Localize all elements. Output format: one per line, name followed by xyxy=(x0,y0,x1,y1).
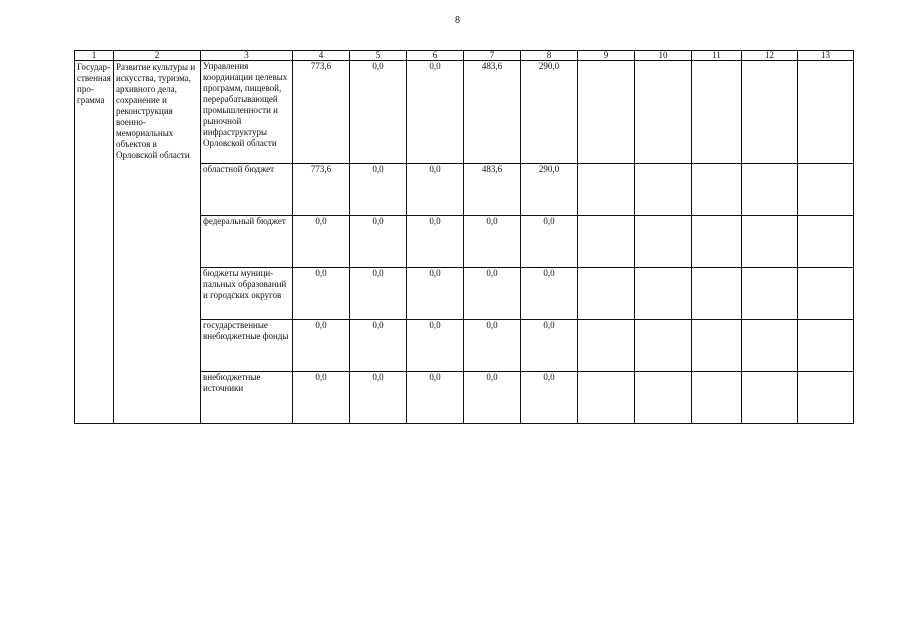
empty-cell xyxy=(578,268,635,320)
funding-source: федеральный бюджет xyxy=(201,216,293,268)
empty-cell xyxy=(798,216,854,268)
value-col4: 0,0 xyxy=(293,268,350,320)
value-col6: 0,0 xyxy=(407,61,464,164)
funding-source: бюджеты муници-пальных образований и городских округов xyxy=(201,268,293,320)
empty-cell xyxy=(578,372,635,424)
empty-cell xyxy=(798,320,854,372)
value-col6: 0,0 xyxy=(407,216,464,268)
empty-cell xyxy=(635,216,692,268)
empty-cell xyxy=(798,61,854,164)
empty-cell xyxy=(742,61,798,164)
empty-cell xyxy=(692,320,742,372)
value-col6: 0,0 xyxy=(407,164,464,216)
value-col4: 773,6 xyxy=(293,164,350,216)
empty-cell xyxy=(742,216,798,268)
value-col5: 0,0 xyxy=(350,164,407,216)
value-col7: 0,0 xyxy=(464,216,521,268)
value-col6: 0,0 xyxy=(407,320,464,372)
value-col5: 0,0 xyxy=(350,61,407,164)
col-header: 8 xyxy=(521,51,578,61)
col-header: 1 xyxy=(75,51,114,61)
value-col8: 0,0 xyxy=(521,216,578,268)
empty-cell xyxy=(798,268,854,320)
col-header: 13 xyxy=(798,51,854,61)
value-col7: 0,0 xyxy=(464,372,521,424)
empty-cell xyxy=(692,61,742,164)
empty-cell xyxy=(692,164,742,216)
value-col4: 0,0 xyxy=(293,216,350,268)
value-col5: 0,0 xyxy=(350,268,407,320)
status-cell: Государ-ственная про-грамма xyxy=(75,61,114,424)
value-col8: 290,0 xyxy=(521,164,578,216)
col-header: 4 xyxy=(293,51,350,61)
value-col8: 0,0 xyxy=(521,320,578,372)
value-col4: 0,0 xyxy=(293,372,350,424)
col-header: 11 xyxy=(692,51,742,61)
empty-cell xyxy=(635,320,692,372)
col-header: 10 xyxy=(635,51,692,61)
empty-cell xyxy=(635,164,692,216)
value-col6: 0,0 xyxy=(407,372,464,424)
empty-cell xyxy=(692,372,742,424)
col-header: 12 xyxy=(742,51,798,61)
page-number: 8 xyxy=(455,15,460,26)
empty-cell xyxy=(578,61,635,164)
program-name-cell: Развитие культуры и искусства, туризма, архивного дела, сохранение и реконструкция военно-мемориальных объектов в Орловской области xyxy=(114,61,201,424)
col-header: 7 xyxy=(464,51,521,61)
empty-cell xyxy=(578,216,635,268)
value-col4: 0,0 xyxy=(293,320,350,372)
empty-cell xyxy=(635,268,692,320)
value-col7: 483,6 xyxy=(464,164,521,216)
value-col7: 0,0 xyxy=(464,268,521,320)
empty-cell xyxy=(635,372,692,424)
empty-cell xyxy=(635,61,692,164)
value-col7: 483,6 xyxy=(464,61,521,164)
value-col7: 0,0 xyxy=(464,320,521,372)
col-header: 2 xyxy=(114,51,201,61)
funding-source: внебюджетные источники xyxy=(201,372,293,424)
empty-cell xyxy=(742,372,798,424)
funding-source: областной бюджет xyxy=(201,164,293,216)
value-col5: 0,0 xyxy=(350,320,407,372)
value-col8: 0,0 xyxy=(521,372,578,424)
empty-cell xyxy=(798,164,854,216)
empty-cell xyxy=(742,268,798,320)
funding-source: государственные внебюджетные фонды xyxy=(201,320,293,372)
col-header: 9 xyxy=(578,51,635,61)
col-header: 3 xyxy=(201,51,293,61)
value-col4: 773,6 xyxy=(293,61,350,164)
empty-cell xyxy=(578,164,635,216)
empty-cell xyxy=(578,320,635,372)
empty-cell xyxy=(692,216,742,268)
header-row xyxy=(75,51,854,61)
col-header: 6 xyxy=(407,51,464,61)
budget-table xyxy=(74,50,854,424)
value-col5: 0,0 xyxy=(350,372,407,424)
col-header: 5 xyxy=(350,51,407,61)
empty-cell xyxy=(742,320,798,372)
value-col5: 0,0 xyxy=(350,216,407,268)
value-col8: 0,0 xyxy=(521,268,578,320)
value-col6: 0,0 xyxy=(407,268,464,320)
empty-cell xyxy=(692,268,742,320)
empty-cell xyxy=(798,372,854,424)
table-row xyxy=(75,61,854,164)
funding-source: Управления координации целевых программ, пищевой, перерабатывающей промышленности и рыночной инфраструктуры Орловской области xyxy=(203,61,288,148)
empty-cell xyxy=(742,164,798,216)
value-col8: 290,0 xyxy=(521,61,578,164)
